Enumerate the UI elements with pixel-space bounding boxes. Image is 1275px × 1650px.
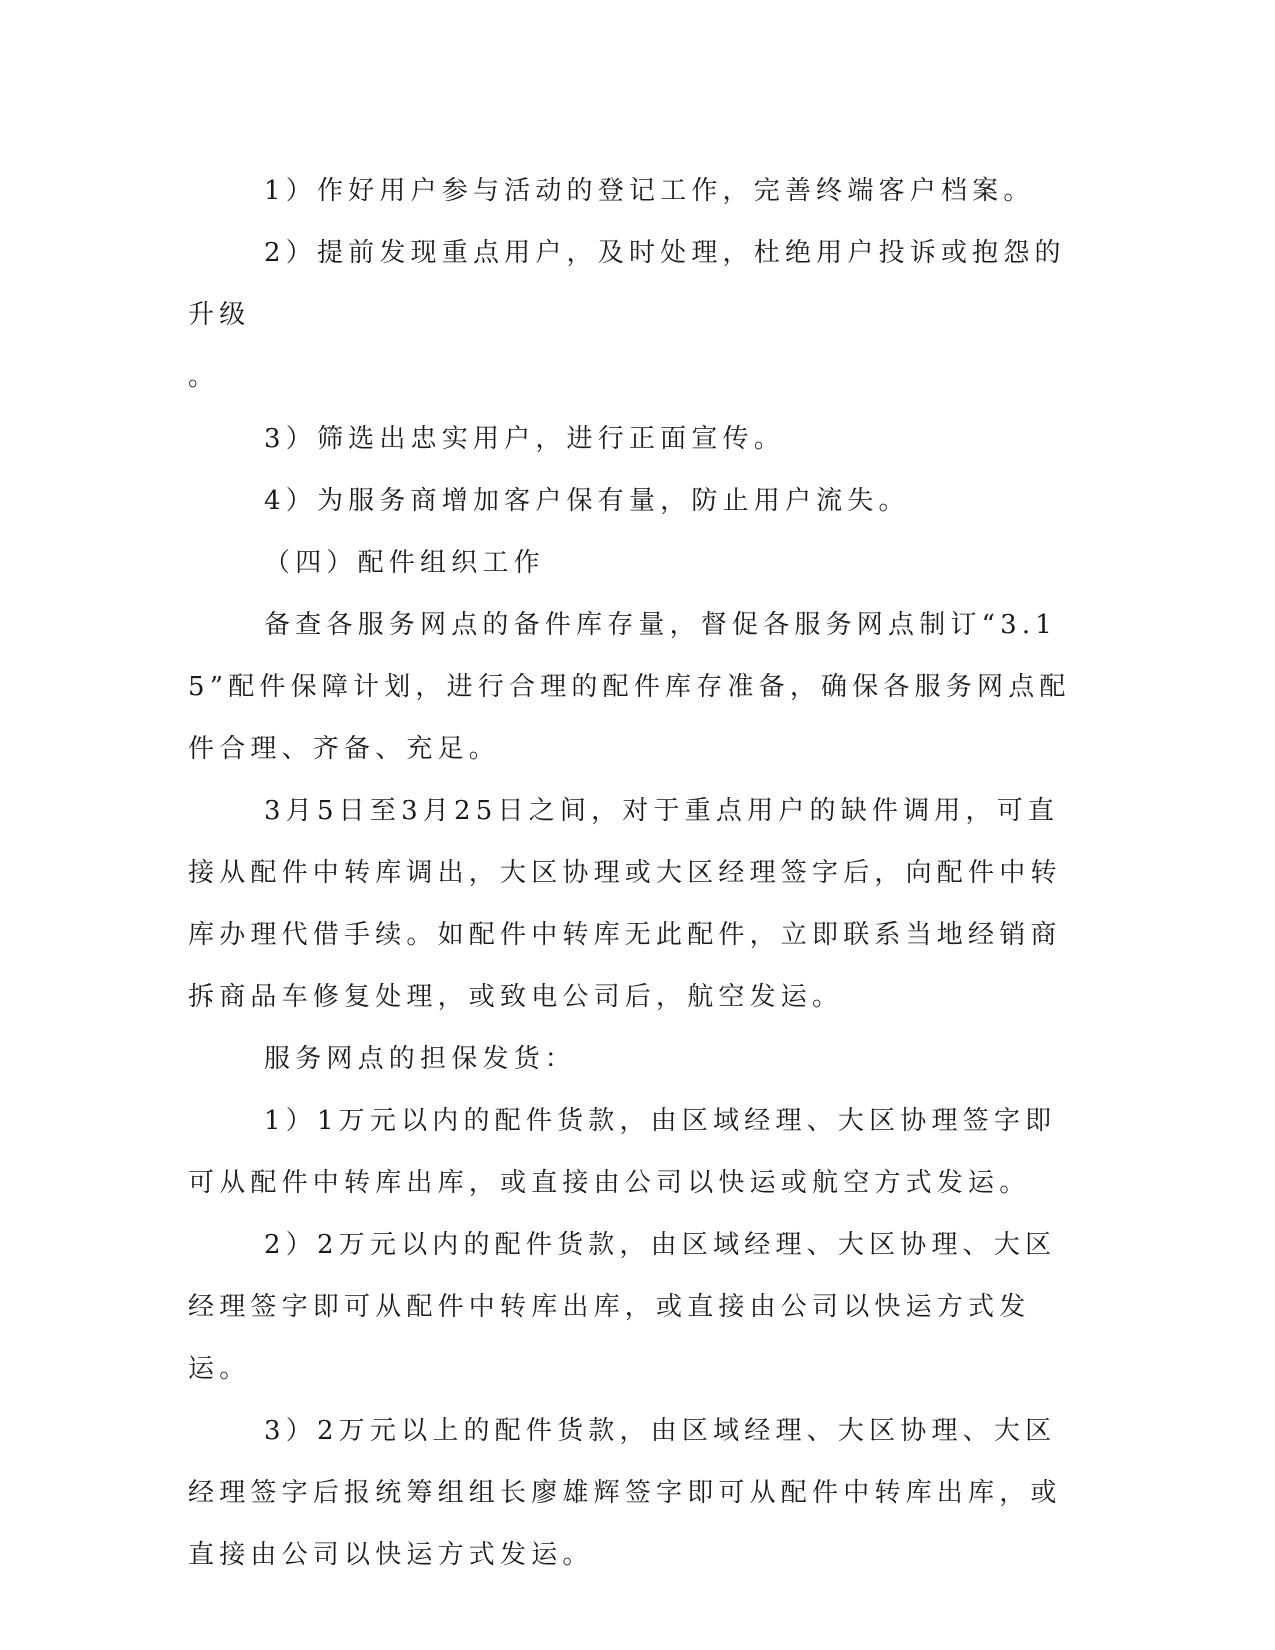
paragraph-guarantee-1: 1）1万元以内的配件货款，由区域经理、大区协理签字即可从配件中转库出库，或直接由公司以快运或航空方式发运。 xyxy=(188,1106,1057,1198)
paragraph-shortage: 3月5日至3月25日之间，对于重点用户的缺件调用，可直接从配件中转库调出，大区协理或大区经理签字后，向配件中转库办理代借手续。如配件中转库无此配件，立即联系当地经销商拆商品车修复处理，或致电公司后，航空发运。 xyxy=(188,796,1062,1012)
paragraph-guarantee-heading: 服务网点的担保发货： xyxy=(264,1044,577,1074)
paragraph-2-continuation: 。 xyxy=(188,362,220,392)
section-heading: （四）配件组织工作 xyxy=(264,548,545,578)
paragraph-guarantee-3: 3）2万元以上的配件货款，由区域经理、大区协理、大区经理签字后报统筹组组长廖雄辉签字即可从配件中转库出库，或直接由公司以快运方式发运。 xyxy=(188,1416,1062,1570)
paragraph-2: 2）提前发现重点用户，及时处理，杜绝用户投诉或抱怨的升级 xyxy=(188,238,1066,330)
paragraph-1: 1）作好用户参与活动的登记工作，完善终端客户档案。 xyxy=(264,176,1035,206)
paragraph-3: 3）筛选出忠实用户，进行正面宣传。 xyxy=(264,424,785,454)
paragraph-inventory: 备查各服务网点的备件库存量，督促各服务网点制订“3.15”配件保障计划，进行合理的配件库存准备，确保各服务网点配件合理、齐备、充足。 xyxy=(188,610,1071,764)
paragraph-4: 4）为服务商增加客户保有量，防止用户流失。 xyxy=(264,486,910,516)
paragraph-guarantee-2: 2）2万元以内的配件货款，由区域经理、大区协理、大区经理签字即可从配件中转库出库，或直接由公司以快运方式发运。 xyxy=(188,1230,1057,1384)
document-body xyxy=(188,160,1078,1586)
